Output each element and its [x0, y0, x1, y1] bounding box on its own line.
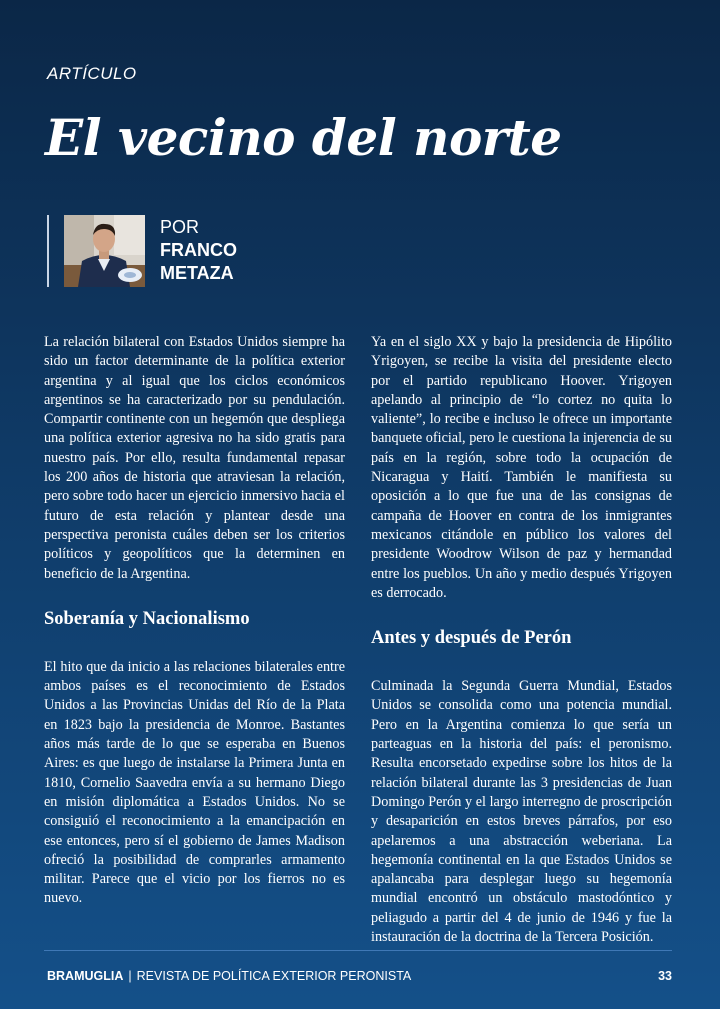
footer-separator: |: [128, 969, 132, 983]
section-heading-soberania: Soberanía y Nacionalismo: [44, 608, 250, 629]
footer-tagline: REVISTA DE POLÍTICA EXTERIOR PERONISTA: [136, 969, 412, 983]
article-title: El vecino del norte: [45, 108, 562, 167]
right-body-paragraph: Culminada la Segunda Guerra Mundial, Estados Unidos se consolida como una potencia mundial. Pero en la Argentina comienza lo que sería un parteaguas en la historia del país: el peronismo. Resulta encorsetado expedirse sobre los hitos de la relación bilateral durante las 3 presidencias de Juan Domingo Perón y el largo interregno de proscripción y desaparición en estos breves párrafos, por eso apelaremos a una abstracción weberiana. La hegemonía continental en la que Estados Unidos se apalancaba para desplegar luego su hegemonía mundial encontró un obstáculo mastodóntico y peliagudo a partir del 4 de junio de 1946 y fue la instauración de la doctrina de la Tercera Posición.: [371, 678, 672, 946]
footer-divider: [44, 950, 672, 951]
byline-por: POR: [160, 217, 200, 237]
footer-brand: BRAMUGLIA: [47, 969, 124, 983]
author-divider: [47, 215, 49, 287]
author-last-name: METAZA: [160, 263, 234, 283]
author-photo: [64, 215, 145, 287]
right-intro-paragraph: Ya en el siglo XX y bajo la presidencia de Hipólito Yrigoyen, se recibe la visita del presidente electo por el partido republicano Hoover. Yrigoyen apelando al principio de “lo cortez no quita lo valiente”, lo recibe e incluso le ofrece un importante banquete oficial, pero le cuestiona la injerencia de su país en la región, sobre todo la ocupación de Nicaragua y Haití. También le manifiesta su oposición a lo que fue una de las consignas de campaña de Hoover en contra de los inmigrantes mexicanos citándole en público los valores del presidente Woodrow Wilson de paz y hermandad entre los pueblos. Un año y medio después Yrigoyen es derrocado.: [371, 334, 672, 601]
left-intro-paragraph: La relación bilateral con Estados Unidos siempre ha sido un factor determinante de la política exterior argentina y al igual que los ciclos económicos argentinos se ha caracterizado por su pendulación. Compartir continente con un hegemón que despliega una política exterior agresiva no ha sido gratis para nuestro país. Por ello, resulta fundamental repasar los 200 años de historia que atraviesan la relación, pero sobre todo hacer un ejercicio inmersivo hacia el futuro de esta relación y plantear desde una perspectiva peronista cuáles deben ser los criterios políticos y geopolíticos que la determinen en beneficio de la Argentina.: [44, 334, 345, 582]
footer-publication: [47, 969, 411, 983]
left-body-paragraph: El hito que da inicio a las relaciones bilaterales entre ambos países es el reconocimiento de Estados Unidos a las Provincias Unidas del Río de la Plata en 1823 bajo la presidencia de Monroe. Bastantes años más tarde de lo que se esperaba en Buenos Aires: es que luego de instalarse la Primera Junta en 1810, Cornelio Saavedra envía a su hermano Diego en misión diplomática a Estados Unidos. No se consiguió el reconocimiento a la emancipación en ese entonces, pero sí el gobierno de James Madison ofreció la posibilidad de comprarles armamento militar. Parece que el vicio por los fierros no es nuevo.: [44, 658, 345, 907]
left-column: [44, 333, 345, 909]
section-label: ARTÍCULO: [47, 64, 137, 83]
page-footer: [47, 969, 672, 983]
right-column: [371, 333, 672, 947]
byline: [160, 216, 237, 285]
section-heading-peron: Antes y después de Perón: [371, 628, 572, 649]
page-number: 33: [658, 969, 672, 983]
author-first-name: FRANCO: [160, 240, 237, 260]
